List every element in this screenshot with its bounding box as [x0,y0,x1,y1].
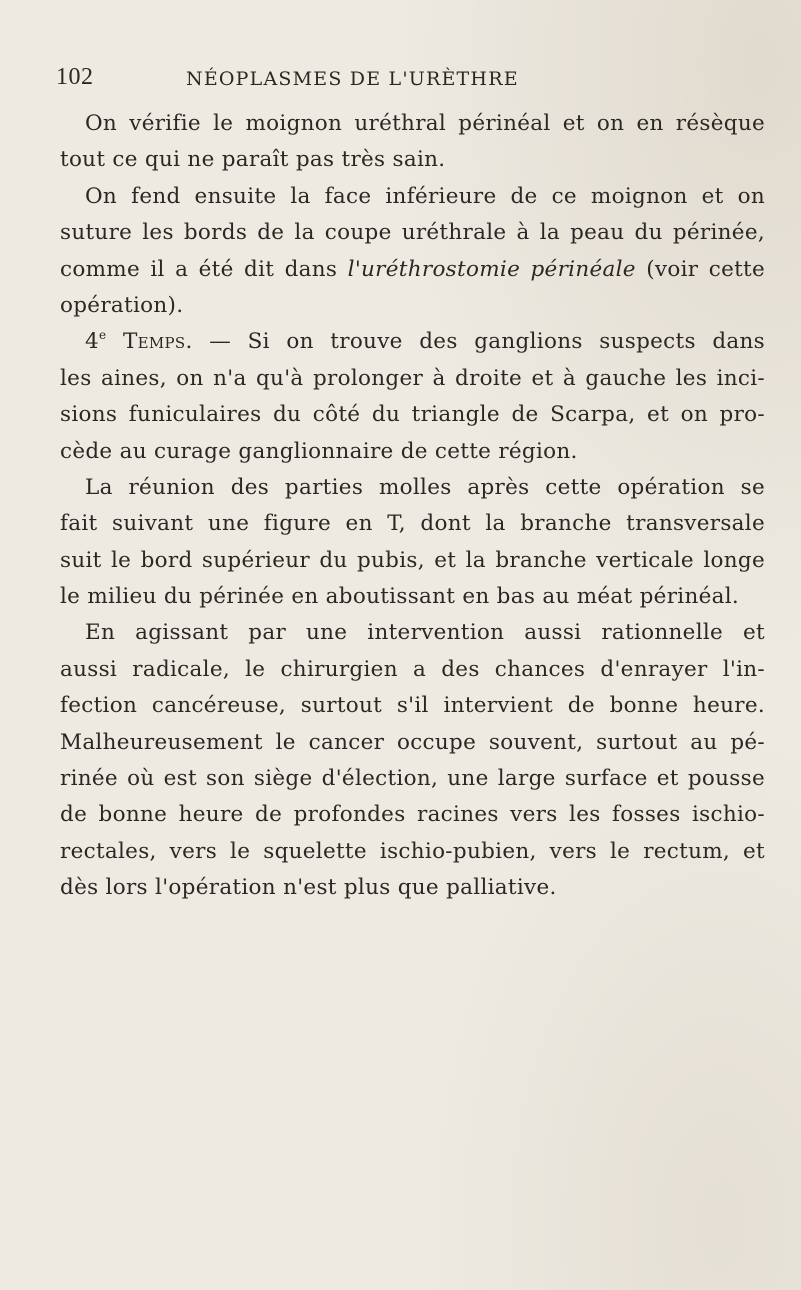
text-line: opération). [60,292,184,318]
text-line: les aines, on n'a qu'à prolonger à droite et à gauche les inci- [60,365,765,391]
text-line: dès lors l'opération n'est plus que palliative. [60,875,557,901]
text-line: En agissant par une intervention aussi rationnelle et [85,620,765,646]
text-line: On vérifie le moignon uréthral périnéal et on en résèque [85,111,765,136]
text-line: rectales, vers le squelette ischio-pubien, vers le rectum, et [60,838,765,864]
body-text [60,106,765,907]
text-segment: (voir cette [635,256,765,282]
page-header [56,64,696,94]
text-line: Malheureusement le cancer occupe souvent, surtout au pé- [60,729,765,755]
italic-term: l'uréthrostomie périnéale [347,256,636,282]
text-line: de bonne heure de profondes racines vers les fosses ischio- [60,802,765,828]
step-label: Temps [122,329,186,355]
text-line: fection cancéreuse, surtout s'il intervient de bonne heure. [60,693,765,719]
text-line: suit le bord supérieur du pubis, et la branche verticale longe [60,547,765,573]
text-line: La réunion des parties molles après cette opération se [85,474,765,500]
text-line: suture les bords de la coupe uréthrale à la peau du périnée, [60,220,765,246]
page-number: 102 [56,64,94,90]
text-line: On fend ensuite la face inférieure de ce moignon et on [85,183,765,209]
text-line: fait suivant une figure en T, dont la branche transversale [60,511,765,537]
text-line: sions funiculaires du côté du triangle de Scarpa, et on pro- [60,402,765,428]
text-line: tout ce qui ne paraît pas très sain. [60,147,446,173]
text-line [60,324,765,360]
step-number: 4 [85,329,99,355]
text-segment: . — Si on trouve des ganglions suspects dans [185,329,766,355]
text-line: rinée où est son siège d'élection, une large surface et pousse [60,766,765,792]
ordinal-superscript: e [98,328,107,343]
text-line [60,252,765,288]
text-segment: comme il a été dit dans [60,256,348,282]
text-line: cède au curage ganglionnaire de cette région. [60,438,578,464]
text-line: aussi radicale, le chirurgien a des chances d'enrayer l'in- [60,656,765,682]
text-line: le milieu du périnée en aboutissant en bas au méat périnéal. [60,584,740,610]
running-head: NÉOPLASMES DE L'URÈTHRE [186,68,519,90]
